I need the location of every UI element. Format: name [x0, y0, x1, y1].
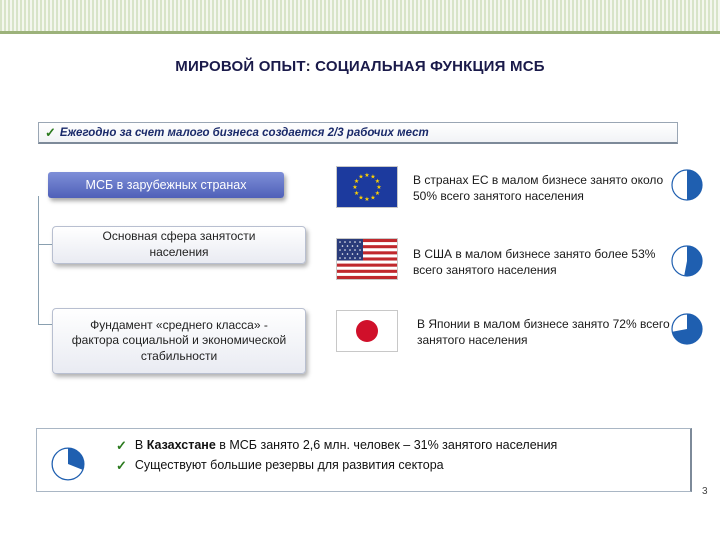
svg-text:★: ★	[364, 196, 370, 203]
svg-text:★: ★	[352, 184, 358, 191]
us-flag-icon	[336, 238, 398, 280]
svg-text:★: ★	[370, 194, 376, 202]
title-sub: СОЦИАЛЬНАЯ ФУНКЦИЯ МСБ	[315, 58, 545, 75]
us-share-pie-icon	[670, 244, 704, 278]
eu-flag-icon	[336, 166, 398, 208]
smb-abroad-label: МСБ в зарубежных странах	[85, 178, 247, 192]
headline-bar	[38, 122, 678, 144]
svg-text:★: ★	[370, 173, 376, 181]
bullet-1-rest: в МСБ занято 2,6 млн. человек – 31% занятого населения	[215, 438, 558, 453]
bullet-2-text: Существуют большие резервы для развития сектора	[134, 457, 444, 472]
svg-text:★: ★	[353, 190, 360, 197]
checkmark-icon: ✓	[116, 438, 127, 453]
pie-share-wedge	[687, 170, 702, 200]
page-title	[0, 58, 720, 75]
bullet-reserves	[116, 456, 557, 476]
top-decorative-stripe	[0, 0, 720, 34]
svg-text:★: ★	[353, 178, 360, 185]
svg-text:★: ★	[374, 178, 381, 185]
eu-share-pie-icon	[670, 168, 704, 202]
kazakhstan-share-pie-icon	[50, 446, 86, 482]
employment-sphere-box	[52, 226, 306, 264]
title-separator: :	[305, 58, 311, 75]
headline-text: Ежегодно за счет малого бизнеса создается 2/3 рабочих мест	[59, 126, 429, 139]
smb-abroad-box	[48, 172, 284, 198]
page-number: 3	[702, 486, 708, 497]
svg-text:★: ★	[358, 173, 364, 181]
japan-share-pie-icon	[670, 312, 704, 346]
employment-sphere-label: Основная сфера занятости населения	[102, 229, 256, 259]
checkmark-icon: ✓	[45, 124, 56, 140]
title-main: МИРОВОЙ ОПЫТ	[175, 58, 306, 75]
checkmark-icon: ✓	[116, 457, 127, 473]
svg-text:★: ★	[374, 190, 381, 197]
svg-text:★: ★	[376, 184, 382, 191]
middle-class-box	[52, 308, 306, 374]
middle-class-label: Фундамент «среднего класса» - фактора социальной и экономической стабильности	[71, 317, 287, 363]
bullet-1-prefix: В	[134, 438, 147, 453]
tree-connector-vertical	[38, 196, 39, 324]
japan-flag-icon	[336, 310, 398, 352]
us-fact-text: В США в малом бизнесе занято более 53% всего занятого населения	[413, 247, 656, 278]
bullet-1-strong: Казахстане	[146, 438, 216, 453]
japan-fact-text: В Японии в малом бизнесе занято 72% всего занятого населения	[417, 317, 670, 348]
bullet-1-text	[135, 436, 557, 455]
svg-text:★: ★	[364, 172, 370, 179]
kazakhstan-bullets	[116, 436, 557, 475]
svg-text:★: ★	[358, 194, 364, 202]
bullet-kazakhstan-employment	[116, 436, 557, 456]
eu-fact-text: В странах ЕС в малом бизнесе занято около 50% всего занятого населения	[413, 173, 664, 204]
